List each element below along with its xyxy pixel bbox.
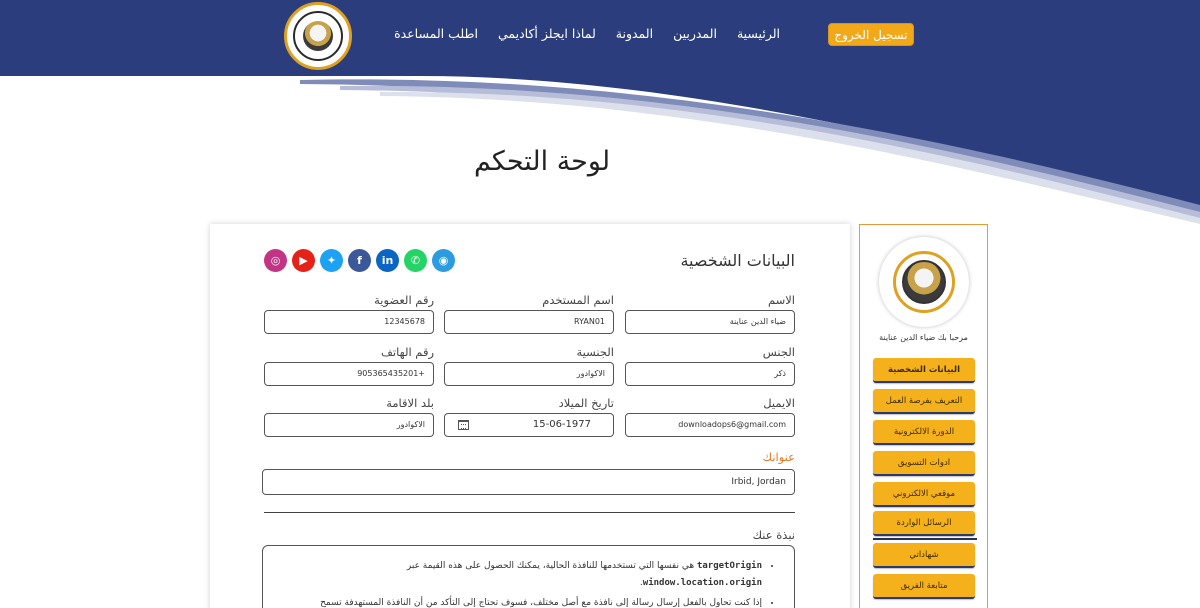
logo-emblem — [293, 11, 343, 61]
bio-item: • targetOrigin هي نفسها التي تستخدمها للنافذة الحالية، يمكنك الحصول على هذه القيمة عبر window.location.origin. — [287, 558, 762, 592]
nav-blog[interactable]: المدونة — [615, 26, 654, 41]
eagle-icon — [303, 21, 333, 51]
nav-request-help[interactable]: اطلب المساعدة — [394, 26, 478, 41]
address-field[interactable]: Irbid, Jordan — [262, 469, 795, 495]
name-field[interactable]: ضياء الدين عناينة — [625, 310, 795, 334]
email-field[interactable]: downloadops6@gmail.com — [625, 413, 795, 437]
nav-why-eagles[interactable]: لماذا ايجلز أكاديمي — [497, 26, 596, 41]
sidebar-item-personal-data[interactable]: البيانات الشخصية — [873, 358, 975, 383]
avatar — [879, 237, 969, 327]
username-field[interactable]: RYAN01 — [444, 310, 614, 334]
instagram-icon[interactable]: ◎ — [264, 249, 287, 272]
eagle-icon — [902, 260, 946, 304]
sidebar-item-my-website[interactable]: موقعي الالكتروني — [873, 482, 975, 507]
avatar-ring — [893, 251, 955, 313]
nav-trainers[interactable]: المدربين — [673, 26, 717, 41]
bio-text: هي نفسها التي تستخدمها للنافذة الحالية، يمكنك الحصول على هذه القيمة عبر — [406, 561, 697, 571]
calendar-icon[interactable] — [458, 420, 469, 430]
facebook-icon[interactable]: f — [348, 249, 371, 272]
username-label: اسم المستخدم — [542, 293, 614, 307]
gender-field[interactable]: ذكر — [625, 362, 795, 386]
bio-label: نبذة عنك — [752, 528, 795, 542]
code-snippet: window.location.origin — [642, 578, 762, 588]
email-label: الايميل — [763, 396, 795, 410]
linkedin-icon[interactable]: in — [376, 249, 399, 272]
birthdate-field[interactable] — [444, 413, 614, 437]
residence-label: بلد الاقامة — [386, 396, 434, 410]
whatsapp-icon[interactable]: ✆ — [404, 249, 427, 272]
code-snippet: targetOrigin — [696, 561, 762, 571]
twitter-icon[interactable]: ✦ — [320, 249, 343, 272]
bio-item — [287, 595, 762, 608]
main-navigation — [394, 26, 780, 41]
sidebar-item-online-course[interactable]: الدورة الالكترونية — [873, 420, 975, 445]
name-label: الاسم — [767, 293, 795, 307]
nationality-label: الجنسية — [576, 345, 614, 359]
youtube-icon[interactable]: ▶ — [292, 249, 315, 272]
membership-label: رقم العضوية — [374, 293, 434, 307]
phone-label: رقم الهاتف — [381, 345, 434, 359]
page-title: لوحة التحكم — [473, 146, 611, 177]
sidebar-item-job-opportunity[interactable]: التعريف بفرصة العمل — [873, 389, 975, 414]
birthdate-value: 15-06-1977 — [532, 419, 591, 430]
welcome-text: مرحبا بك ضياء الدين عناينة — [879, 333, 968, 342]
divider — [264, 512, 795, 513]
social-links — [264, 249, 455, 272]
gender-label: الجنس — [762, 345, 795, 359]
sidebar-item-inbox[interactable]: الرسائل الواردة — [873, 511, 975, 536]
birthdate-label: تاريخ الميلاد — [558, 396, 614, 410]
section-title: البيانات الشخصية — [680, 251, 795, 270]
sidebar — [859, 224, 988, 608]
sidebar-item-team-follow[interactable]: متابعة الفريق — [873, 574, 975, 599]
academy-logo[interactable] — [284, 2, 352, 70]
nationality-field[interactable]: الاكوادور — [444, 362, 614, 386]
sidebar-item-certificates[interactable]: شهاداتي — [873, 543, 975, 568]
bio-editor[interactable] — [262, 545, 795, 608]
sidebar-item-marketing-tools[interactable]: ادوات التسويق — [873, 451, 975, 476]
personal-data-card — [210, 224, 850, 608]
phone-field[interactable]: 905365435201+ — [264, 362, 434, 386]
sidebar-divider — [873, 538, 977, 540]
bio-list — [287, 558, 776, 608]
membership-field[interactable]: 12345678 — [264, 310, 434, 334]
residence-field[interactable]: الاكوادور — [264, 413, 434, 437]
msgsoft-icon[interactable]: ◉ — [432, 249, 455, 272]
bio-text: إذا كنت تحاول بالفعل إرسال رسالة إلى نافذة مع أصل مختلف، فسوف تحتاج إلى التأكد من أن النافذة المستهدفة تسمح — [320, 598, 762, 608]
logout-button[interactable]: تسجيل الخروج — [828, 23, 914, 46]
address-label: عنوانك — [762, 450, 795, 464]
nav-home[interactable]: الرئيسية — [736, 26, 780, 41]
